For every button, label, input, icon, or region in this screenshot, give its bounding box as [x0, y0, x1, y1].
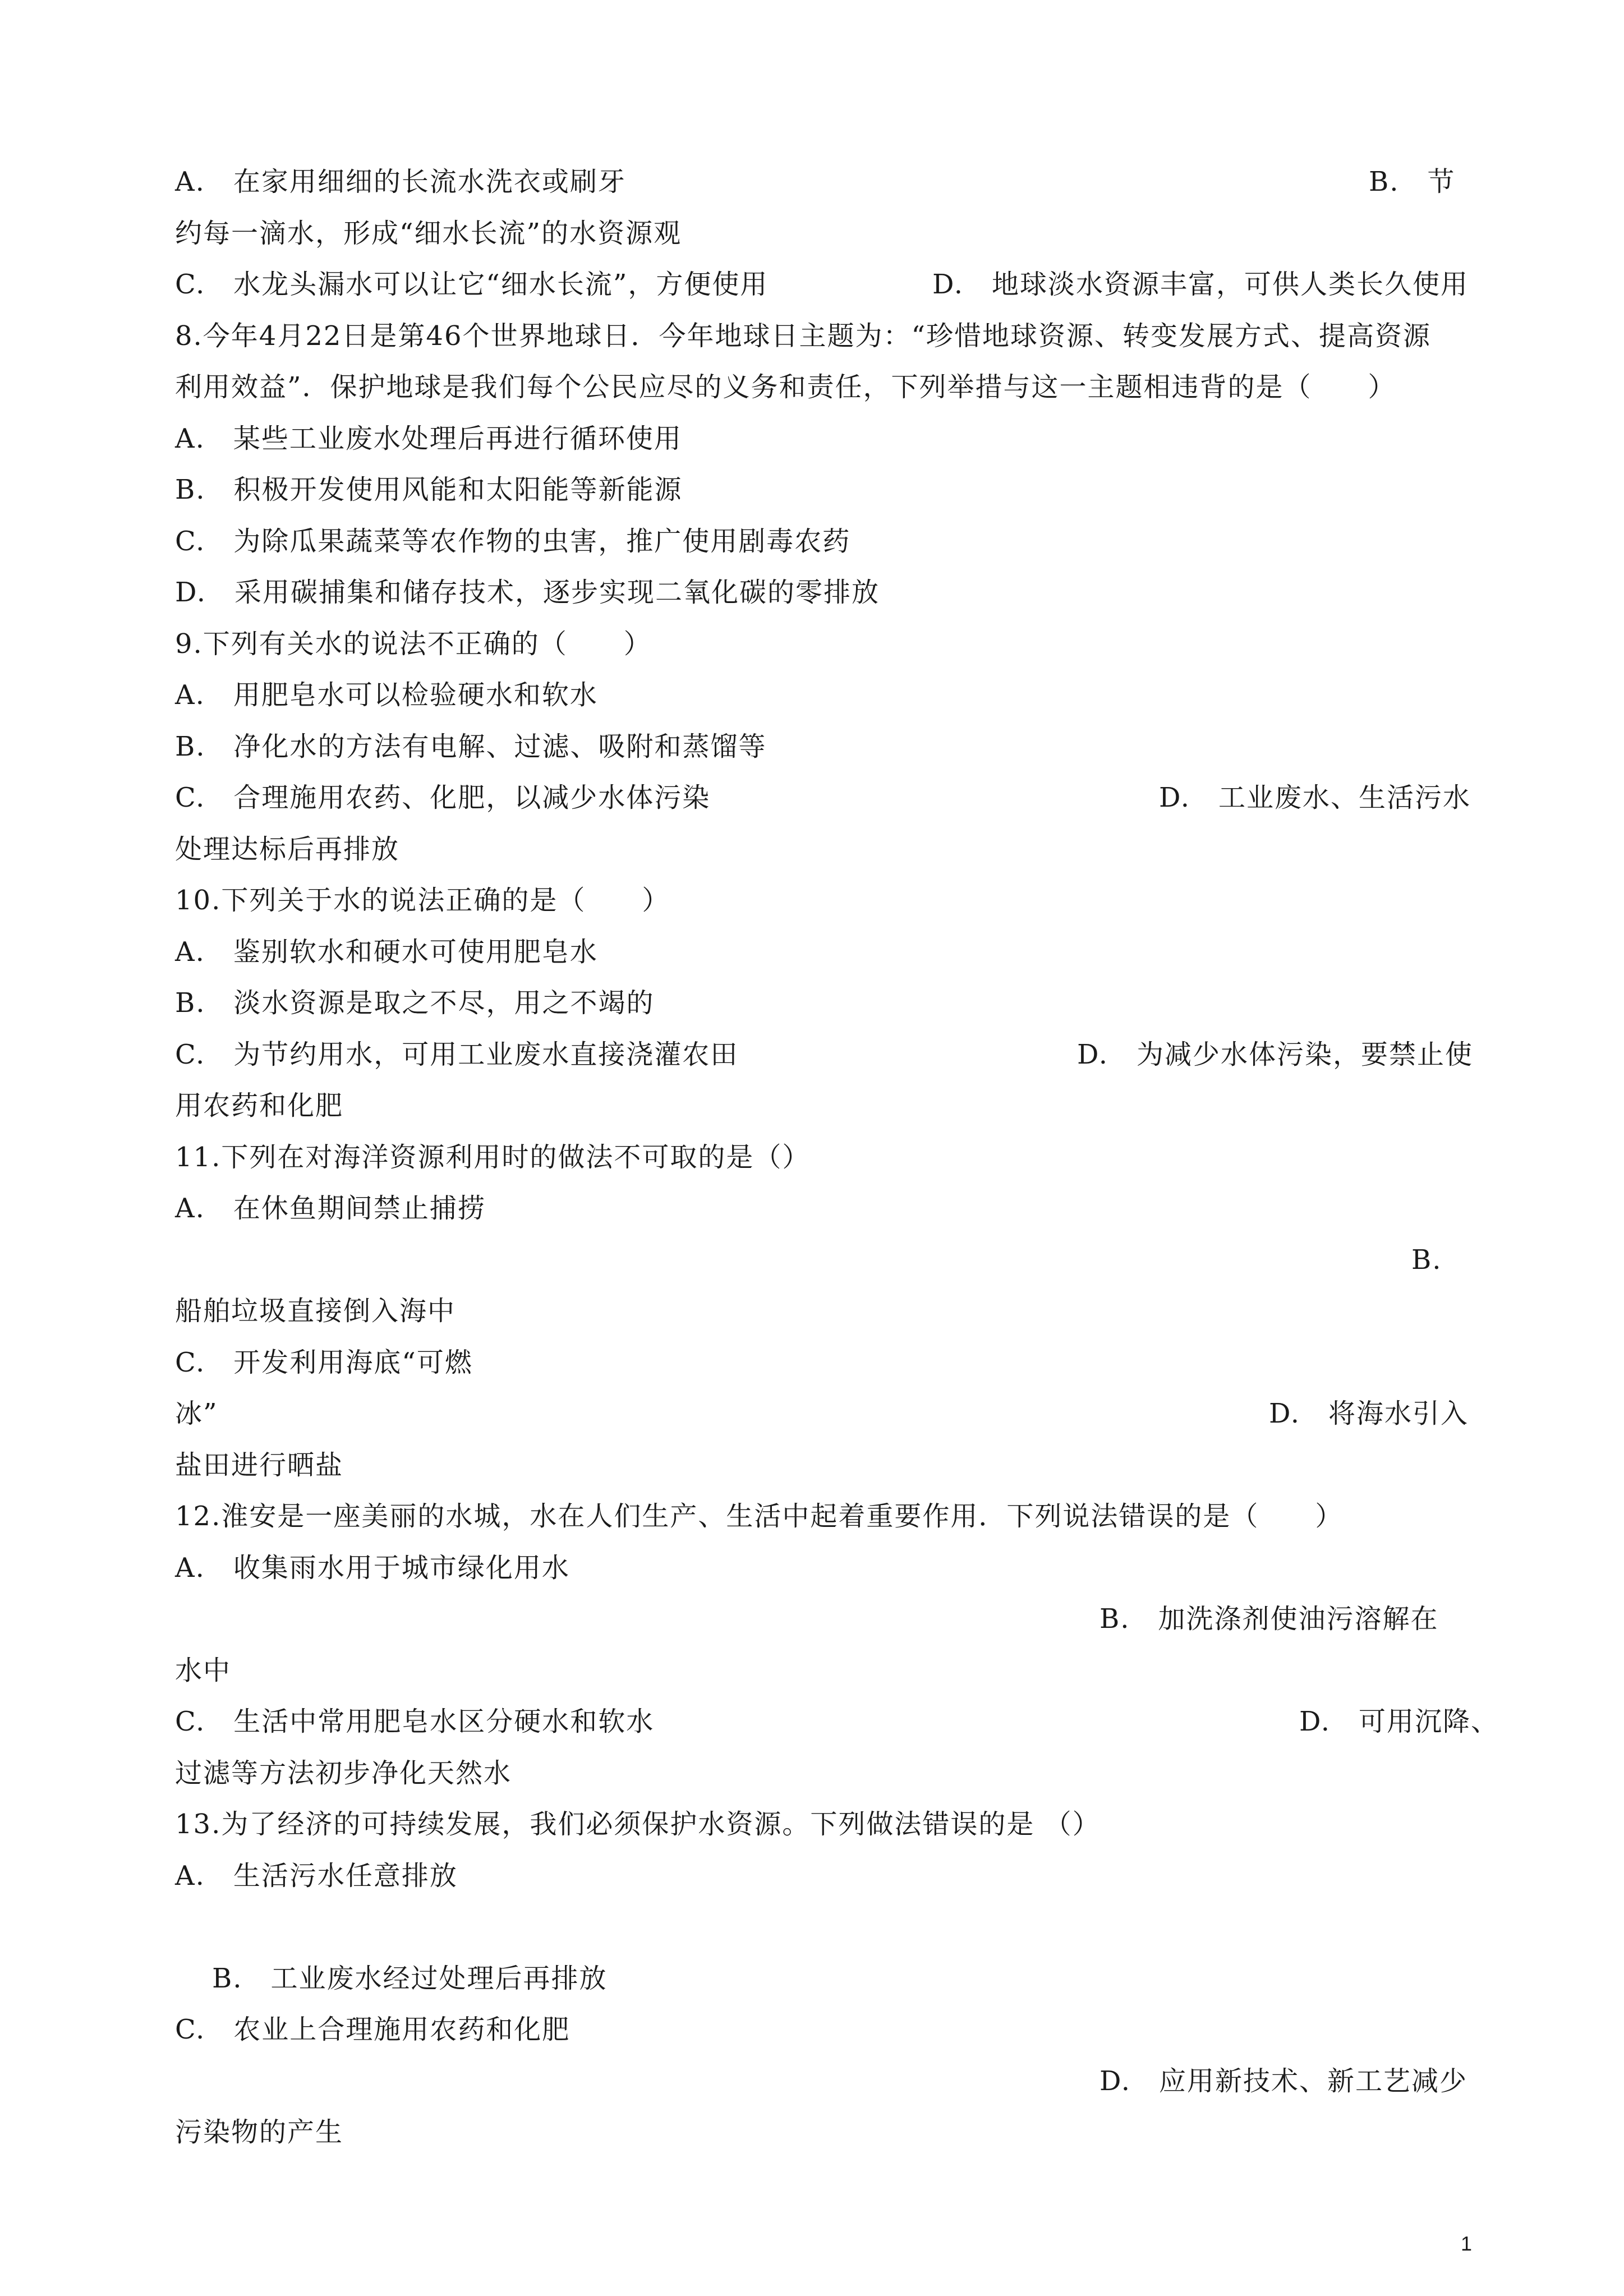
page-number: 1: [1461, 2232, 1473, 2255]
q11-option-d-continued: 盐田进行晒盐: [175, 1450, 344, 1481]
q10-option-d-continued: 用农药和化肥: [175, 1090, 344, 1121]
q7-option-b-continued: 约每一滴水，形成“细水长流”的水资源观: [175, 218, 682, 249]
q9-option-b: B. 净化水的方法有电解、过滤、吸附和蒸馏等: [175, 731, 767, 762]
q12-option-a: A. 收集雨水用于城市绿化用水: [175, 1552, 570, 1584]
q12-option-d-continued: 过滤等方法初步净化天然水: [175, 1757, 512, 1789]
q7-option-b: B. 节: [1369, 166, 1456, 197]
q9-option-d: D. 工业废水、生活污水: [1159, 782, 1471, 813]
q7-option-a: A. 在家用细细的长流水洗衣或刷牙: [175, 166, 626, 197]
q13-option-c: C. 农业上合理施用农药和化肥: [175, 2014, 571, 2045]
q10-stem: 10.下列关于水的说法正确的是（ ）: [175, 885, 670, 916]
q7-option-d: D. 地球淡水资源丰富，可供人类长久使用: [932, 269, 1469, 300]
q8-option-a: A. 某些工业废水处理后再进行循环使用: [175, 423, 682, 454]
q9-option-c: C. 合理施用农药、化肥，以减少水体污染: [175, 782, 711, 813]
q13-option-d: D. 应用新技术、新工艺减少: [1099, 2065, 1468, 2097]
q11-option-c: C. 开发利用海底“可燃: [175, 1347, 473, 1378]
q8-stem: 8.今年4月22日是第46个世界地球日．今年地球日主题为：“珍惜地球资源、转变发展方式、提高资源: [175, 320, 1432, 352]
q13-option-d-continued: 污染物的产生: [175, 2116, 344, 2148]
q7-option-c: C. 水龙头漏水可以让它“细水长流”，方便使用: [175, 269, 769, 300]
q8-stem-continued: 利用效益”．保护地球是我们每个公民应尽的义务和责任，下列举措与这一主题相违背的是（ ）: [175, 371, 1396, 403]
q10-option-a: A. 鉴别软水和硬水可使用肥皂水: [175, 936, 598, 968]
q11-option-a: A. 在休鱼期间禁止捕捞: [175, 1193, 486, 1224]
q12-option-b-continued: 水中: [175, 1655, 232, 1686]
q8-option-c: C. 为除瓜果蔬菜等农作物的虫害，推广使用剧毒农药: [175, 526, 851, 557]
q11-option-d: D. 将海水引入: [1269, 1398, 1469, 1429]
q9-option-d-continued: 处理达标后再排放: [175, 834, 400, 865]
q13-option-a: A. 生活污水任意排放: [175, 1860, 458, 1892]
q10-option-d: D. 为减少水体污染，要禁止使: [1077, 1039, 1474, 1070]
q12-stem: 12.淮安是一座美丽的水城，水在人们生产、生活中起着重要作用．下列说法错误的是（ ）: [175, 1501, 1344, 1532]
q11-stem: 11.下列在对海洋资源利用时的做法不可取的是（）: [175, 1142, 811, 1173]
q10-option-c: C. 为节约用水，可用工业废水直接浇灌农田: [175, 1039, 739, 1070]
q11-option-b-continued: 船舶垃圾直接倒入海中: [175, 1295, 456, 1327]
q13-stem: 13.为了经济的可持续发展，我们必须保护水资源。下列做法错误的是 （）: [175, 1809, 1101, 1840]
q12-option-d: D. 可用沉降、: [1299, 1706, 1499, 1737]
q9-option-a: A. 用肥皂水可以检验硬水和软水: [175, 679, 598, 711]
q8-option-b: B. 积极开发使用风能和太阳能等新能源: [175, 474, 683, 505]
q8-option-d: D. 采用碳捕集和储存技术，逐步实现二氧化碳的零排放: [175, 577, 880, 608]
q12-option-b: B. 加洗涤剂使油污溶解在: [1099, 1603, 1439, 1635]
q11-option-c-continued: 冰”: [175, 1398, 218, 1429]
q11-option-b: B.: [1411, 1244, 1442, 1276]
q13-option-b: B. 工业废水经过处理后再排放: [212, 1963, 608, 1994]
q9-stem: 9.下列有关水的说法不正确的（ ）: [175, 628, 652, 660]
q10-option-b: B. 淡水资源是取之不尽，用之不竭的: [175, 987, 655, 1019]
q12-option-c: C. 生活中常用肥皂水区分硬水和软水: [175, 1706, 655, 1737]
